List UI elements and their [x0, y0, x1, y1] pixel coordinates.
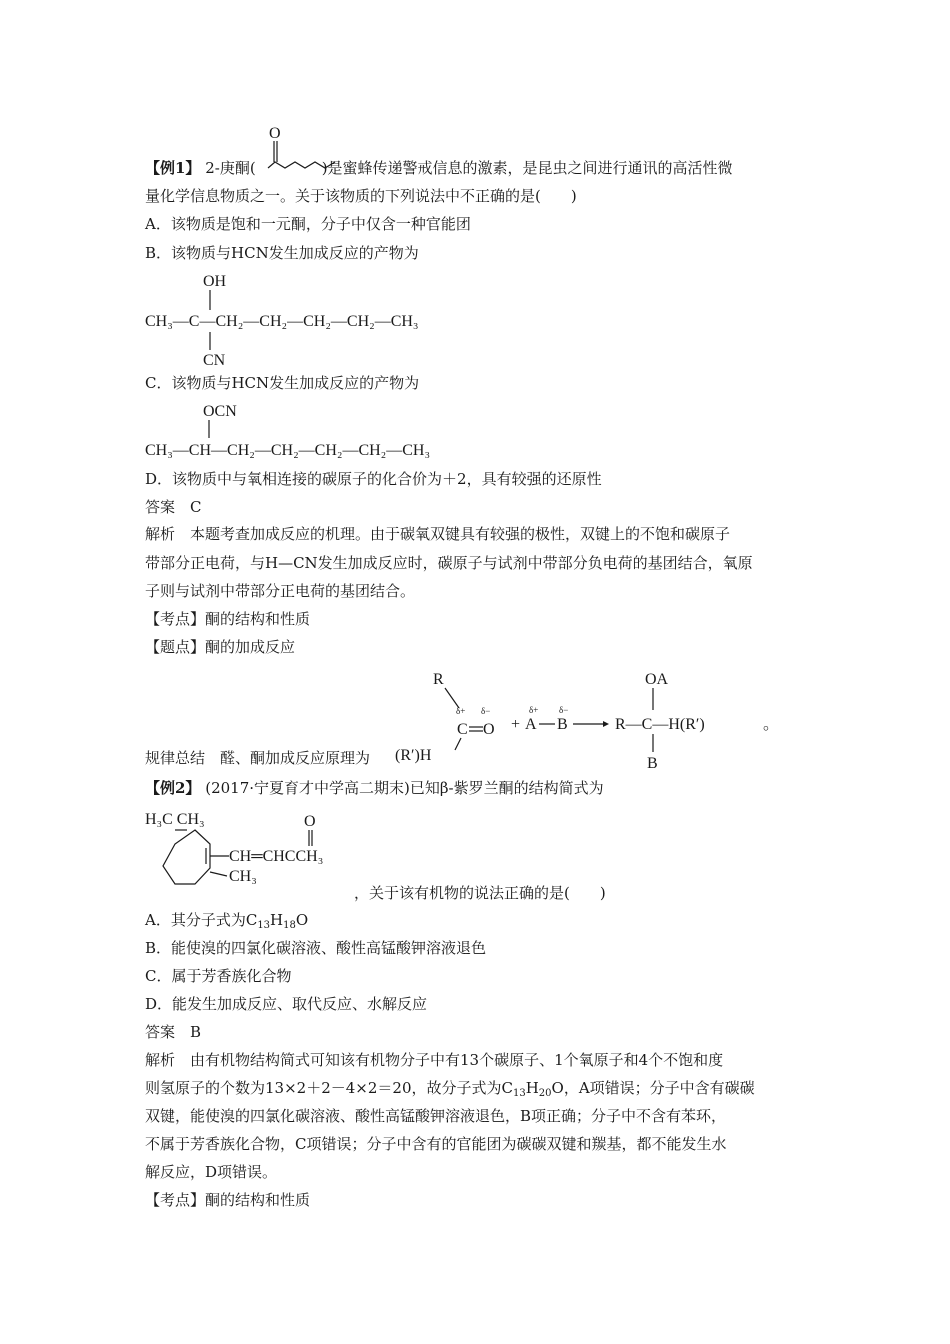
eq-o-delta-minus: δ− — [481, 706, 491, 716]
ex2-option-a-o: O — [295, 911, 309, 929]
ex2-analysis-2-sub-h: 20 — [538, 1088, 552, 1099]
ex2-option-a — [145, 910, 308, 930]
eq-prod-chain: R—C—H(R′) — [615, 716, 705, 733]
ionone-side-chain: CH═CHCCH₃ — [229, 848, 324, 865]
beta-ionone-structure — [145, 804, 365, 894]
eq-prod-oa: OA — [645, 671, 669, 688]
skeletal-oxygen: O — [269, 125, 281, 142]
ex2-analysis-1: 解析 由有机物结构简式可知该有机物分子中有13个碳原子、1个氧原子和4个不饱和度 — [145, 1051, 724, 1069]
ex1-line2: 量化学信息物质之一。关于该物质的下列说法中不正确的是( ) — [145, 187, 577, 205]
eq-arrow-head — [603, 721, 609, 727]
ex2-answer: 答案 B — [145, 1023, 202, 1041]
ex2-analysis-2-h: H — [525, 1079, 539, 1097]
eq-c-delta-plus: δ+ — [456, 706, 466, 716]
ex2-option-b: B．能使溴的四氯化碳溶液、酸性高锰酸钾溶液退色 — [145, 939, 487, 957]
eq-rh-bond — [455, 738, 461, 750]
ex1-compound-name: 2-庚酮( — [205, 159, 256, 177]
ex1-tag: 【例1】 — [145, 159, 201, 177]
eq-period: 。 — [763, 716, 780, 733]
eq-a: A — [525, 716, 537, 733]
ex2-option-a-sub-c: 13 — [257, 920, 271, 931]
ex1-option-a: A．该物质是饱和一元酮，分子中仅含一种官能团 — [145, 215, 471, 233]
eq-r-bond — [445, 688, 459, 708]
ex2-tag: 【例2】 — [145, 779, 201, 797]
ionone-ring — [163, 830, 210, 884]
ex1-option-c: C．该物质与HCN发生加成反应的产物为 — [145, 374, 420, 392]
option-c-chain: CH₃—CH—CH₂—CH₂—CH₂—CH₂—CH₃ — [145, 442, 431, 459]
ex2-analysis-4: 不属于芳香族化合物，C项错误；分子中含有的官能团为碳碳双键和羰基，都不能发生水 — [145, 1135, 727, 1153]
carbon-zigzag-chain — [268, 162, 335, 168]
ex1-tidian: 【题点】酮的加成反应 — [145, 638, 296, 656]
ex2-kaodian: 【考点】酮的结构和性质 — [145, 1191, 311, 1209]
ionone-carbonyl-o: O — [304, 813, 316, 830]
heptanone-skeletal-formula — [268, 124, 348, 178]
eq-prod-b: B — [647, 755, 658, 772]
eq-rh: (R′)H — [395, 747, 432, 764]
ex1-line1 — [145, 158, 733, 178]
ex2-option-a-h: H — [270, 911, 284, 929]
eq-o: O — [483, 721, 495, 738]
ex1-analysis-3: 子则与试剂中带部分正电荷的基团结合。 — [145, 582, 416, 600]
ex2-analysis-5: 解反应，D项错误。 — [145, 1163, 278, 1181]
ex1-option-b: B．该物质与HCN发生加成反应的产物为 — [145, 244, 419, 262]
ionone-methyl-bond — [210, 872, 227, 876]
ex1-analysis-2: 带部分正电荷，与H—CN发生加成反应时，碳原子与试剂中带部分负电荷的基团结合，氧原 — [145, 554, 753, 572]
eq-b-delta-minus: δ− — [559, 705, 569, 715]
ex1-answer: 答案 C — [145, 498, 202, 516]
eq-plus: + — [511, 716, 521, 733]
ex2-option-a-sub-h: 18 — [283, 920, 296, 931]
ex2-analysis-2-text: 则氢原子的个数为13×2＋2－4×2＝20，故分子式为C — [145, 1079, 513, 1097]
ionone-methyl: CH₃ — [229, 868, 257, 885]
option-b-chain: CH₃—C—CH₂—CH₂—CH₂—CH₂—CH₃ — [145, 313, 419, 330]
option-b-oh: OH — [203, 273, 227, 290]
ex2-line2: ，关于该有机物的说法正确的是( ) — [354, 884, 606, 902]
rule-text: 规律总结 醛、酮加成反应原理为 — [145, 749, 371, 767]
ex1-line1-rest: )是蜜蜂传递警戒信息的激素，是昆虫之间进行通讯的高活性微 — [321, 159, 733, 177]
ex2-analysis-2-sub-c: 13 — [512, 1088, 526, 1099]
eq-c: C — [457, 721, 468, 738]
ex2-analysis-2-rest: O，A项错误；分子中含有碳碳 — [551, 1079, 755, 1097]
ex2-analysis-3: 双键，能使溴的四氯化碳溶液、酸性高锰酸钾溶液退色，B项正确；分子中不含有苯环， — [145, 1107, 727, 1125]
option-c-ocn: OCN — [203, 403, 237, 420]
ionone-gem-dimethyl: H₃C CH₃ — [145, 811, 205, 828]
ex2-line1 — [145, 778, 604, 798]
ex2-analysis-2 — [145, 1078, 755, 1098]
ex2-option-c: C．属于芳香族化合物 — [145, 967, 292, 985]
eq-a-delta-plus: δ+ — [529, 705, 539, 715]
ex2-option-a-text: A．其分子式为C — [145, 911, 258, 929]
addition-mechanism-equation — [395, 666, 795, 770]
eq-r: R — [433, 671, 444, 688]
option-c-structure — [145, 398, 535, 464]
ex1-analysis-1: 解析 本题考查加成反应的机理。由于碳氧双键具有较强的极性，双键上的不饱和碳原子 — [145, 525, 731, 543]
ex1-kaodian: 【考点】酮的结构和性质 — [145, 610, 311, 628]
option-b-structure — [145, 268, 525, 368]
ex2-option-d: D．能发生加成反应、取代反应、水解反应 — [145, 995, 428, 1013]
ex2-line1-text: (2017·宁夏育才中学高二期末)已知β-紫罗兰酮的结构简式为 — [205, 779, 604, 797]
option-b-cn: CN — [203, 352, 226, 369]
eq-b: B — [557, 716, 568, 733]
ex1-option-d: D．该物质中与氧相连接的碳原子的化合价为＋2，具有较强的还原性 — [145, 470, 602, 488]
